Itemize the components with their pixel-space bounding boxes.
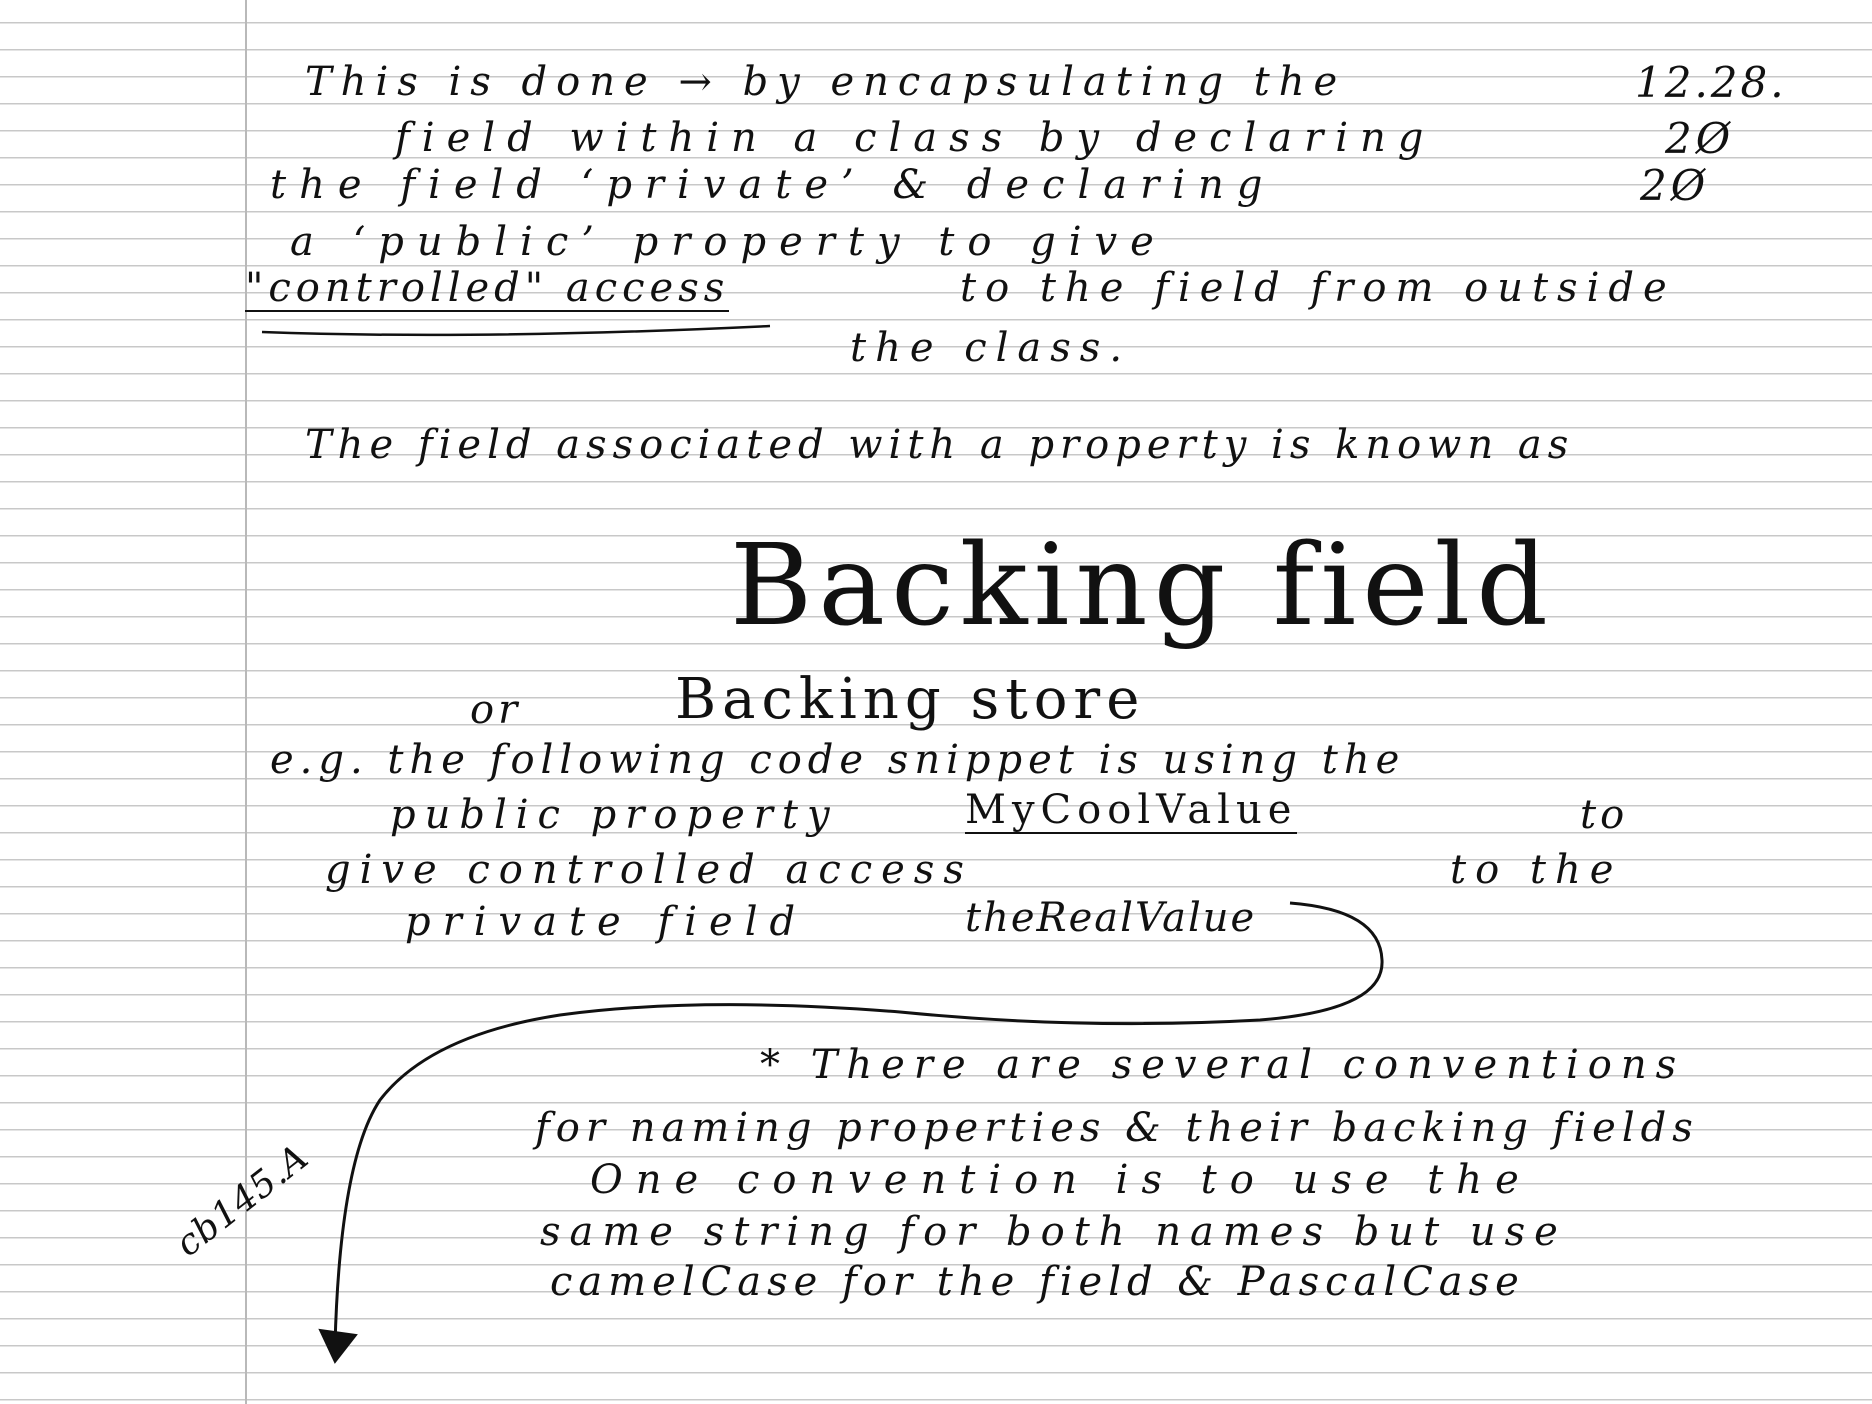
para1-line6: the class.	[850, 325, 1132, 371]
field-name: theRealValue	[965, 895, 1257, 941]
example-line3-post: to the	[1450, 847, 1623, 893]
para1-line2: field within a class by declaring	[395, 115, 1436, 161]
side-note: cb145.A	[168, 1136, 317, 1265]
note-line5: camelCase for the field & PascalCase	[550, 1259, 1525, 1305]
para2-or: or	[470, 687, 522, 733]
para1-line3: the field ‘private’ & declaring	[270, 162, 1276, 208]
backing-field-heading: Backing field	[730, 521, 1554, 651]
example-line3-pre: give controlled access	[325, 847, 973, 893]
note-line3: One convention is to use the	[590, 1157, 1532, 1203]
example-line4-pre: private field	[405, 899, 808, 945]
note-line2: for naming properties & their backing fields	[535, 1105, 1699, 1151]
margin-count-1: 2Ø	[1665, 114, 1735, 163]
para2-line1: The field associated with a property is known as	[305, 422, 1575, 468]
controlled-underline-stroke	[262, 326, 770, 335]
note-line4: same string for both names but use	[540, 1209, 1567, 1255]
para1-line4: a ‘public’ property to give	[290, 219, 1167, 265]
example-line2-post: to	[1580, 792, 1629, 838]
backing-store-heading: Backing store	[675, 667, 1146, 732]
margin-count-2: 2Ø	[1640, 161, 1710, 210]
page-number: 12.28.	[1635, 58, 1787, 107]
example-line2-pre: public property	[390, 792, 839, 838]
arrowhead-icon	[320, 1330, 356, 1362]
para1-line5-rest: to the field from outside	[960, 265, 1676, 311]
curved-arrow	[335, 899, 1382, 1345]
property-name: MyCoolValue	[965, 787, 1298, 833]
para1-line1: This is done → by encapsulating the	[305, 59, 1347, 105]
example-line1: e.g. the following code snippet is using the	[270, 737, 1406, 783]
para1-line5-quoted: "controlled" access	[245, 265, 730, 311]
note-line1: * There are several conventions	[760, 1042, 1686, 1088]
